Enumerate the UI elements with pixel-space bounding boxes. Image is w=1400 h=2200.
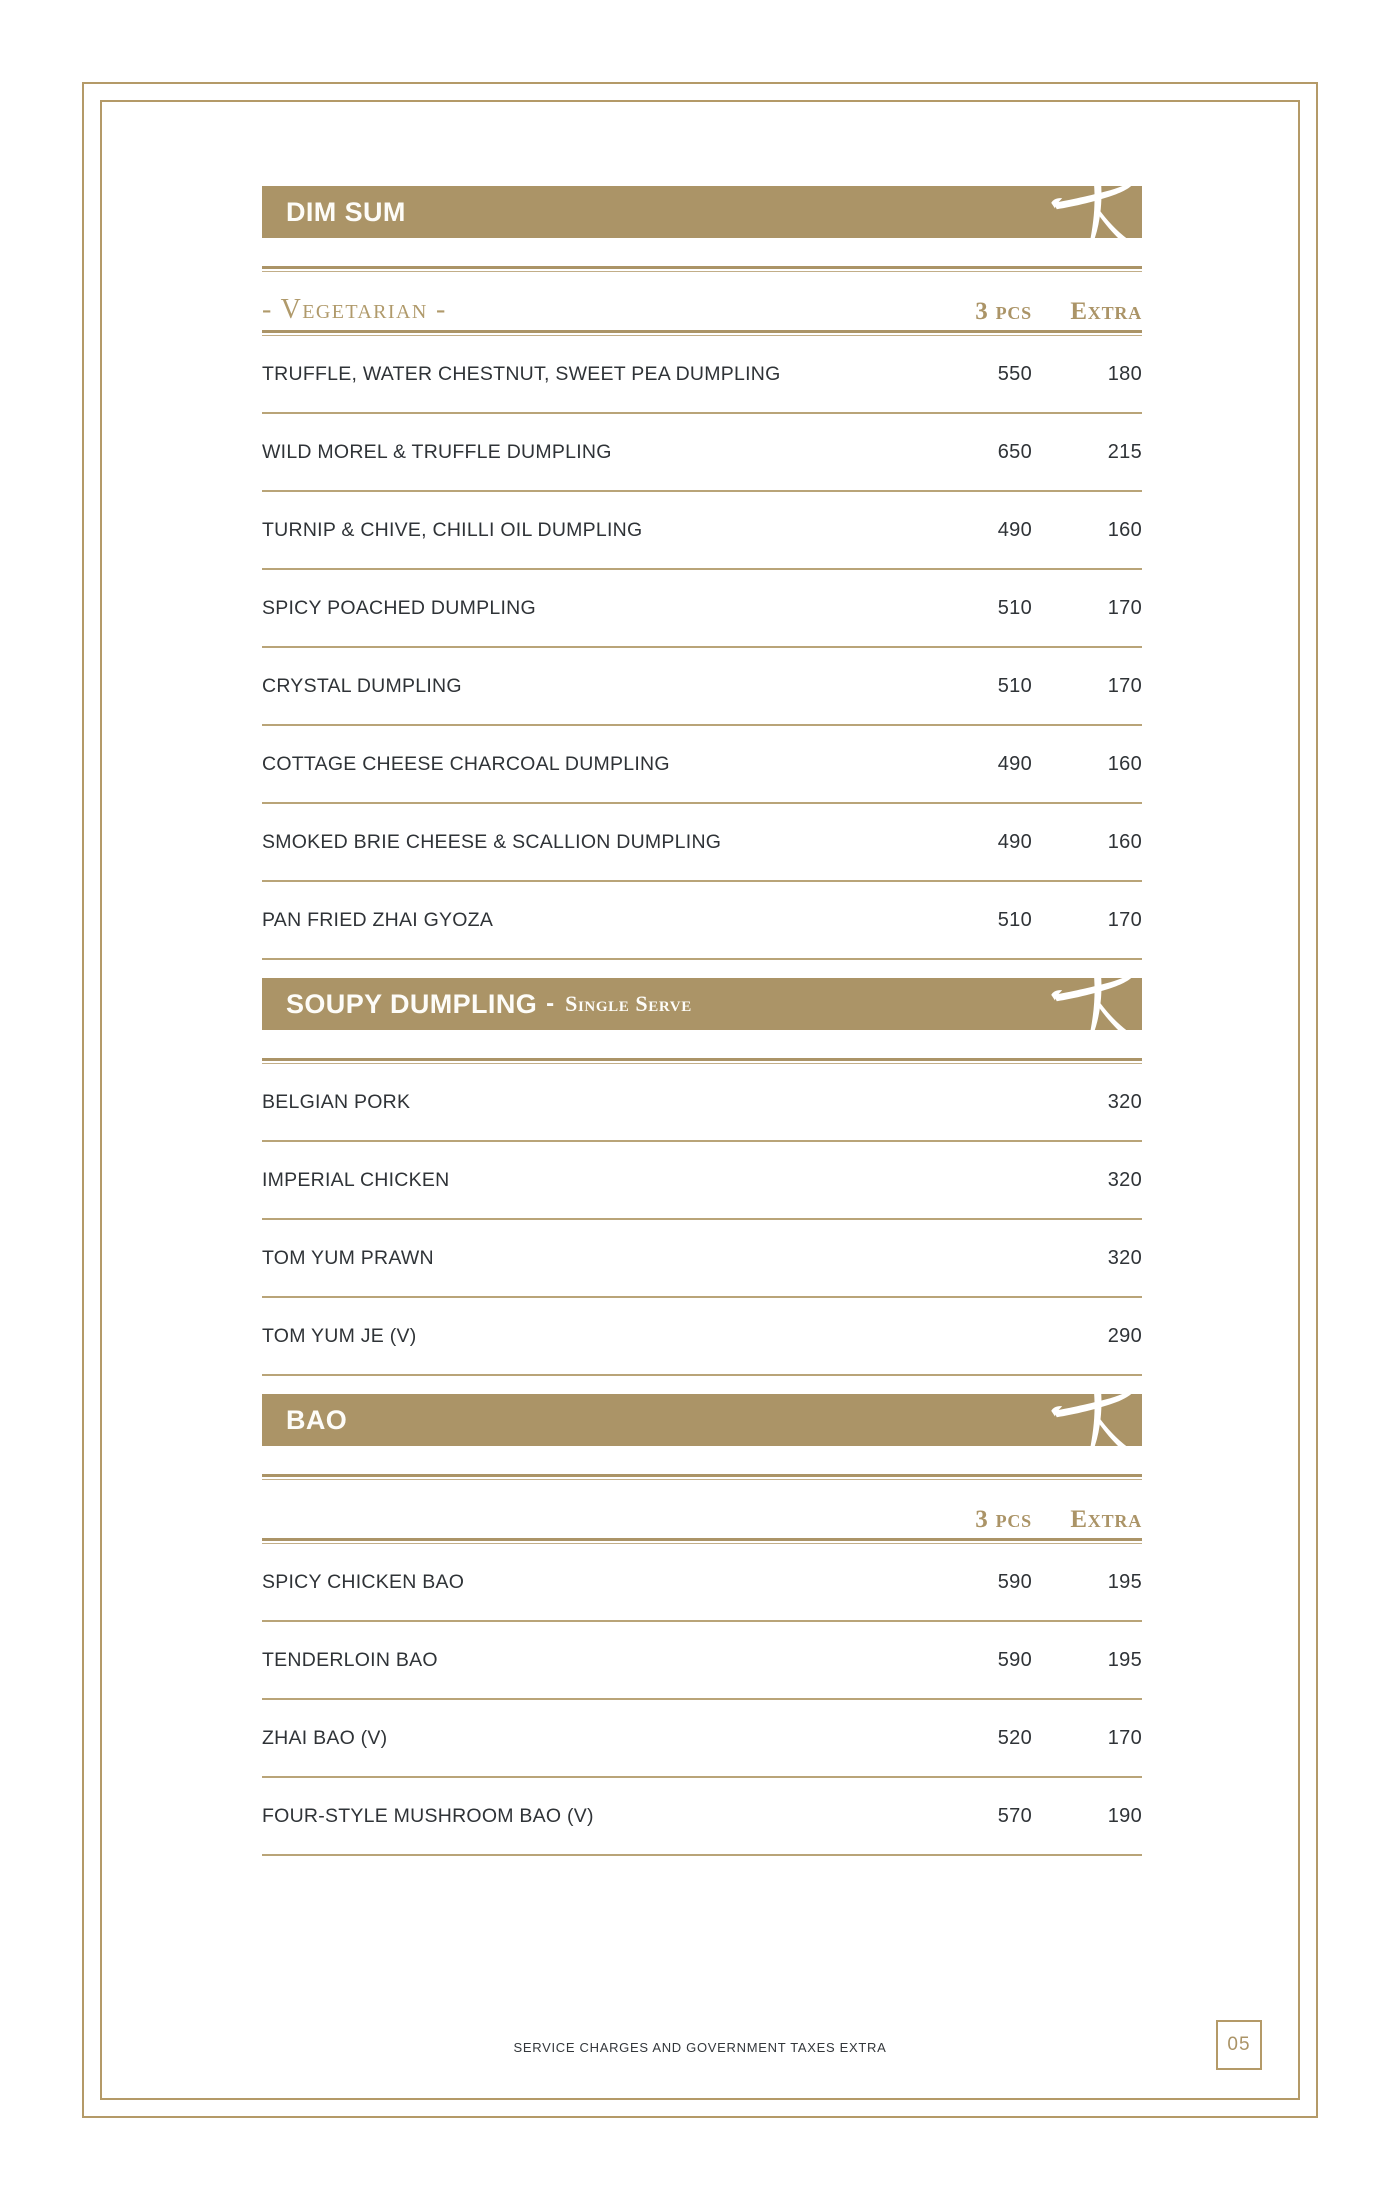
column-header-extra: Extra bbox=[1070, 298, 1142, 325]
section-header-bao bbox=[262, 1394, 1142, 1446]
spacer bbox=[262, 1030, 1142, 1058]
item-price-extra: 195 bbox=[1107, 1570, 1142, 1593]
table-row bbox=[262, 648, 1142, 724]
menu-content bbox=[262, 186, 1142, 1856]
section-title: DIM SUM bbox=[286, 196, 406, 227]
item-price-3pcs: 590 bbox=[997, 1648, 1032, 1671]
item-price-extra: 215 bbox=[1107, 440, 1142, 463]
item-price-3pcs: 490 bbox=[997, 752, 1032, 775]
table-row bbox=[262, 1220, 1142, 1296]
item-name: SPICY POACHED DUMPLING bbox=[262, 596, 536, 619]
table-row bbox=[262, 336, 1142, 412]
spacer bbox=[262, 1446, 1142, 1474]
section-title: BAO bbox=[286, 1404, 348, 1435]
column-header-bao bbox=[262, 1480, 1142, 1538]
page-number: 05 bbox=[1216, 2020, 1262, 2070]
item-name: FOUR-STYLE MUSHROOM BAO (V) bbox=[262, 1804, 594, 1827]
item-price-3pcs: 510 bbox=[997, 674, 1032, 697]
item-price-extra: 170 bbox=[1107, 908, 1142, 931]
title-separator: - bbox=[546, 990, 555, 1017]
column-header-3pcs: 3 pcs bbox=[975, 298, 1032, 325]
table-row bbox=[262, 1064, 1142, 1140]
item-price-3pcs: 590 bbox=[997, 1570, 1032, 1593]
group-label-vegetarian: - Vegetarian - bbox=[262, 294, 447, 325]
item-name: TRUFFLE, WATER CHESTNUT, SWEET PEA DUMPLING bbox=[262, 362, 781, 385]
item-price-3pcs: 490 bbox=[997, 830, 1032, 853]
item-price: 320 bbox=[1107, 1168, 1142, 1191]
item-price-extra: 180 bbox=[1107, 362, 1142, 385]
item-name: SPICY CHICKEN BAO bbox=[262, 1570, 465, 1593]
column-header-3pcs: 3 pcs bbox=[975, 1506, 1032, 1533]
spacer bbox=[262, 960, 1142, 978]
item-price-extra: 190 bbox=[1107, 1804, 1142, 1827]
table-row bbox=[262, 1622, 1142, 1698]
table-row bbox=[262, 726, 1142, 802]
item-price-3pcs: 550 bbox=[997, 362, 1032, 385]
item-price-3pcs: 490 bbox=[997, 518, 1032, 541]
table-row bbox=[262, 492, 1142, 568]
section-header-soupy-dumpling bbox=[262, 978, 1142, 1030]
table-row bbox=[262, 1544, 1142, 1620]
item-name: TOM YUM JE (V) bbox=[262, 1324, 417, 1347]
table-row bbox=[262, 414, 1142, 490]
section-subtitle: Single Serve bbox=[565, 991, 692, 1016]
item-price: 290 bbox=[1107, 1324, 1142, 1347]
spacer bbox=[262, 1376, 1142, 1394]
item-name: SMOKED BRIE CHEESE & SCALLION DUMPLING bbox=[262, 830, 722, 853]
item-name: CRYSTAL DUMPLING bbox=[262, 674, 462, 697]
item-name: TENDERLOIN BAO bbox=[262, 1648, 438, 1671]
item-price-3pcs: 650 bbox=[997, 440, 1032, 463]
item-price-extra: 170 bbox=[1107, 674, 1142, 697]
divider bbox=[262, 1854, 1142, 1856]
item-price-extra: 170 bbox=[1107, 1726, 1142, 1749]
section-title: SOUPY DUMPLING bbox=[286, 988, 538, 1019]
item-price-extra: 160 bbox=[1107, 518, 1142, 541]
item-name: BELGIAN PORK bbox=[262, 1090, 411, 1113]
column-header-extra: Extra bbox=[1070, 1506, 1142, 1533]
item-price: 320 bbox=[1107, 1246, 1142, 1269]
item-name: WILD MOREL & TRUFFLE DUMPLING bbox=[262, 440, 612, 463]
table-row bbox=[262, 882, 1142, 958]
table-row bbox=[262, 1778, 1142, 1854]
item-price: 320 bbox=[1107, 1090, 1142, 1113]
table-row bbox=[262, 1298, 1142, 1374]
item-price-3pcs: 510 bbox=[997, 908, 1032, 931]
item-name: IMPERIAL CHICKEN bbox=[262, 1168, 450, 1191]
column-header-vegetarian bbox=[262, 272, 1142, 330]
footer-disclaimer: SERVICE CHARGES AND GOVERNMENT TAXES EXTRA bbox=[513, 2040, 887, 2055]
item-price-extra: 195 bbox=[1107, 1648, 1142, 1671]
item-name: ZHAI BAO (V) bbox=[262, 1726, 388, 1749]
item-price-extra: 160 bbox=[1107, 752, 1142, 775]
item-price-3pcs: 510 bbox=[997, 596, 1032, 619]
table-row bbox=[262, 804, 1142, 880]
table-row bbox=[262, 1700, 1142, 1776]
section-header-dim-sum bbox=[262, 186, 1142, 238]
table-row bbox=[262, 570, 1142, 646]
item-name: COTTAGE CHEESE CHARCOAL DUMPLING bbox=[262, 752, 670, 775]
item-name: PAN FRIED ZHAI GYOZA bbox=[262, 908, 494, 931]
item-price-extra: 170 bbox=[1107, 596, 1142, 619]
item-price-3pcs: 570 bbox=[997, 1804, 1032, 1827]
item-name: TOM YUM PRAWN bbox=[262, 1246, 434, 1269]
item-price-3pcs: 520 bbox=[997, 1726, 1032, 1749]
item-name: TURNIP & CHIVE, CHILLI OIL DUMPLING bbox=[262, 518, 643, 541]
spacer bbox=[262, 238, 1142, 266]
table-row bbox=[262, 1142, 1142, 1218]
item-price-extra: 160 bbox=[1107, 830, 1142, 853]
